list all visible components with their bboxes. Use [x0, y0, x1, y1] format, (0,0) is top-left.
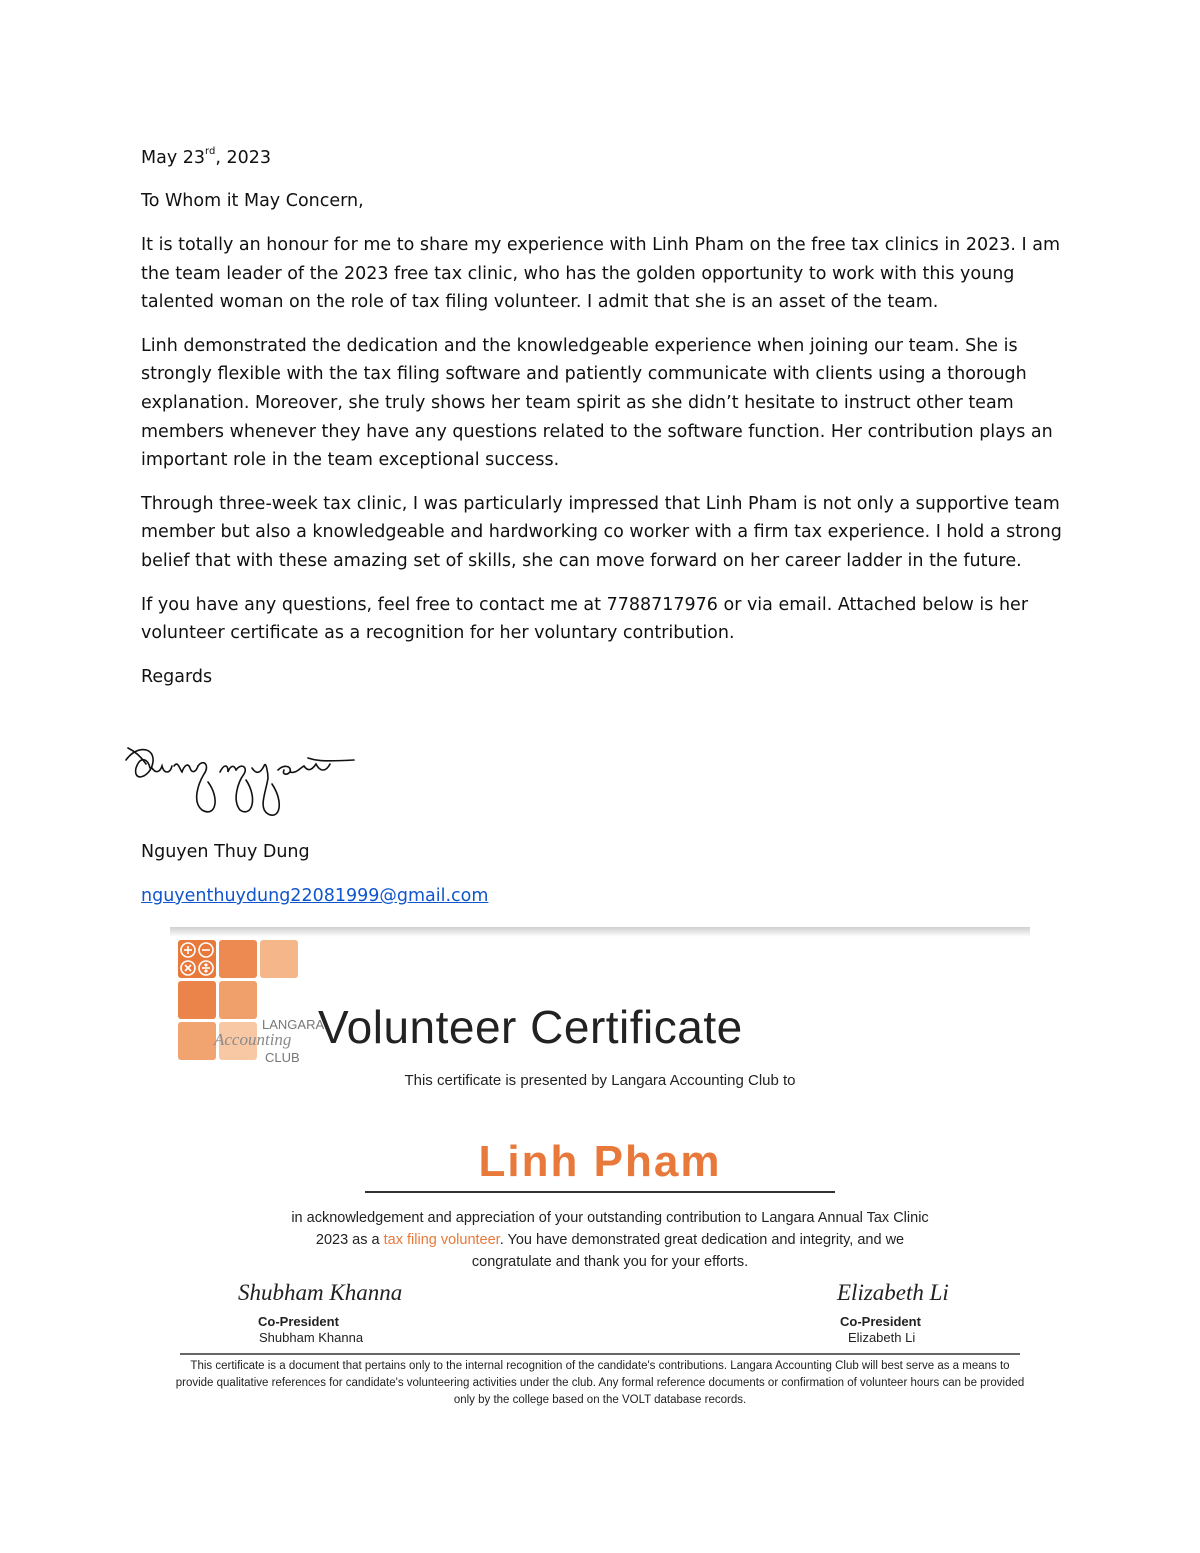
letter-date — [141, 140, 1071, 172]
handwritten-signature — [118, 738, 368, 830]
salutation: To Whom it May Concern, — [141, 191, 364, 212]
signatory-2-name: Elizabeth Li — [848, 1330, 916, 1345]
logo-text-accounting: Accounting — [214, 1030, 292, 1049]
paragraph-3: Through three-week tax clinic, I was particularly impressed that Linh Pham is not only a supportive team member but also a knowledgeable and hardworking co worker with a firm tax experience. I hold a strong belief that with these amazing set of skills, she can move forward on her career ladder in the future. — [141, 493, 1062, 571]
closing: Regards — [141, 666, 213, 687]
signer-name: Nguyen Thuy Dung — [141, 842, 310, 862]
club-logo — [178, 937, 325, 1065]
date-suffix: rd — [205, 146, 216, 157]
date-year: , 2023 — [215, 147, 271, 168]
date-main: May 23 — [141, 147, 206, 168]
certificate-presented-by: This certificate is presented by Langara Accounting Club to — [404, 1072, 796, 1089]
paragraph-4: If you have any questions, feel free to contact me at 7788717976 or via email. Attached below is her volunteer certificate as a recognition for her voluntary contribution. — [141, 594, 1029, 644]
signature-1: Shubham Khanna — [238, 1280, 403, 1305]
signatory-1-name: Shubham Khanna — [259, 1330, 364, 1345]
volunteer-certificate — [170, 927, 1030, 1417]
ack-before: in acknowledgement and appreciation of your outstanding contribution to Langara Annual Tax Clinic 2023 as a — [291, 1210, 929, 1248]
signatory-2-role: Co-President — [840, 1314, 921, 1329]
letter-body — [141, 140, 1071, 706]
ack-after: . You have demonstrated great dedication and integrity, and we congratulate and thank you for your efforts. — [471, 1232, 905, 1270]
signature-2: Elizabeth Li — [837, 1280, 949, 1305]
certificate-divider — [180, 1353, 1020, 1355]
paragraph-1: It is totally an honour for me to share my experience with Linh Pham on the free tax clinics in 2023. I am the team leader of the 2023 free tax clinic, who has the golden opportunity to work with this young talented woman on the role of tax filing volunteer. I admit that she is an asset of the team. — [141, 235, 1060, 313]
signatory-1-role: Co-President — [258, 1314, 339, 1329]
certificate-disclaimer: This certificate is a document that pertains only to the internal recognition of the candidate's contributions. Langara Accounting Club will best serve as a means to provide qualitative references for candidate's volunteering activities under the club. Any formal reference documents or confirmation of volunteer hours can be provided only by the college based on the VOLT database records. — [175, 1360, 1025, 1406]
recipient-underline — [365, 1191, 835, 1193]
email-link[interactable]: nguyenthuydung22081999@gmail.com — [141, 886, 489, 906]
logo-text-club: CLUB — [265, 1050, 300, 1065]
certificate-title: Volunteer Certificate — [318, 1001, 743, 1053]
paragraph-2: Linh demonstrated the dedication and the knowledgeable experience when joining our team. She is strongly flexible with the tax filing software and patiently communicate with clients using a thorough explanation. Moreover, she truly shows her team spirit as she didn’t hesitate to instruct other team members whenever they have any questions related to the software function. Her contribution plays an important role in the team exceptional success. — [141, 335, 1053, 471]
ack-highlight: tax filing volunteer — [383, 1232, 500, 1248]
logo-text-langara: LANGARA — [262, 1017, 325, 1032]
acknowledgement-text — [285, 1207, 935, 1273]
recipient-name: Linh Pham — [478, 1137, 722, 1186]
certificate-top-border — [170, 927, 1030, 937]
